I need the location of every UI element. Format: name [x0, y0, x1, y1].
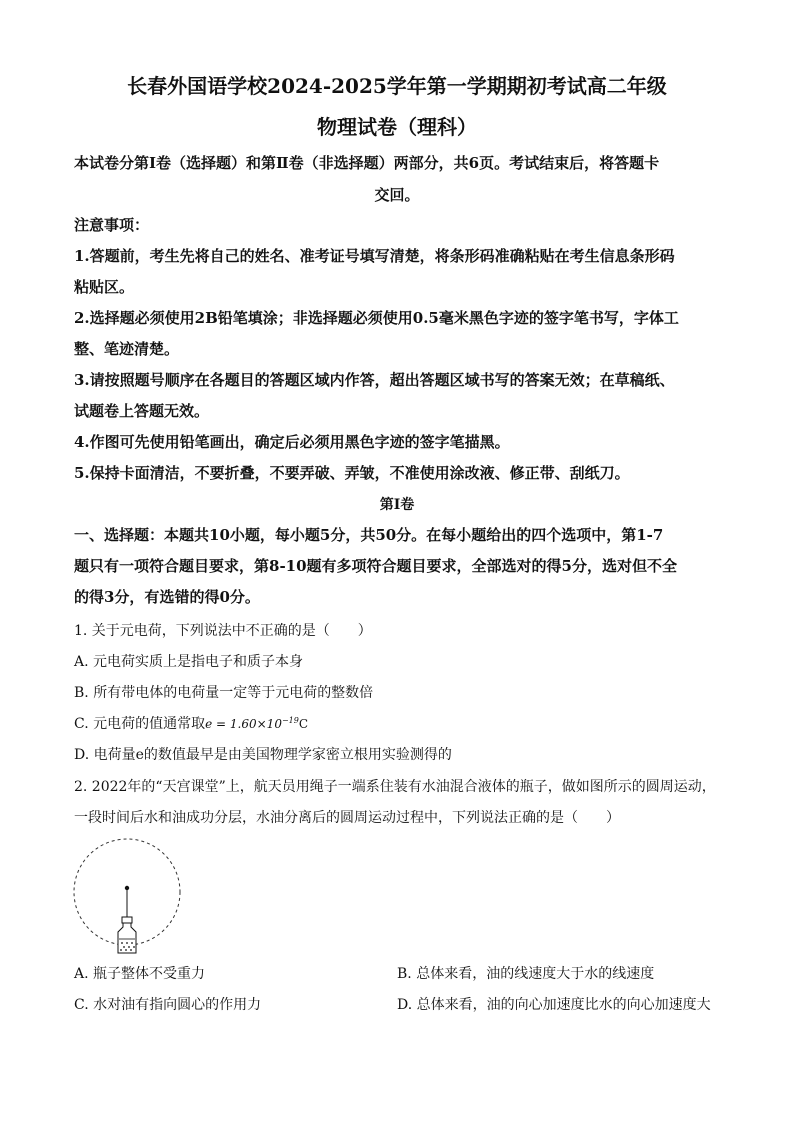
bottle-body: [118, 923, 136, 953]
section-instruction: 一、选择题：本题共10小题，每小题5分，共50分。在每小题给出的四个选项中，第1-7: [74, 526, 664, 544]
question-2-option-c: C. 水对油有指向圆心的作用力: [74, 997, 262, 1013]
option-c-text: C. 元电荷的值通常取: [74, 716, 206, 732]
note-line: 1.答题前，考生先将自己的姓名、准考证号填写清楚，将条形码准确粘贴在考生信息条形码: [74, 247, 675, 265]
notes-heading: 注意事项：: [74, 216, 150, 234]
note-line: 试题卷上答题无效。: [74, 402, 210, 420]
exam-subtitle: 物理试卷（理科）: [317, 115, 477, 139]
question-1-option-c: [74, 713, 308, 733]
note-line: 3.请按照题号顺序在各题目的答题区域内作答，超出答题区域书写的答案无效；在草稿纸、: [74, 371, 675, 389]
elementary-charge-formula: $e = 1.60\times 10^{-19}C$: [205, 716, 309, 731]
question-1-stem: 1. 关于元电荷，下列说法中不正确的是（ ）: [74, 623, 372, 639]
intro-line-1: 本试卷分第Ⅰ卷（选择题）和第Ⅱ卷（非选择题）两部分，共6页。考试结束后，将答题卡: [74, 154, 660, 172]
question-1-option-b: B. 所有带电体的电荷量一定等于元电荷的整数倍: [74, 685, 374, 701]
volume-title: 第Ⅰ卷: [379, 497, 415, 513]
question-2-option-a: A. 瓶子整体不受重力: [74, 966, 206, 982]
note-line: 整、笔迹清楚。: [74, 340, 180, 358]
note-line: 2.选择题必须使用2B铅笔填涂；非选择题必须使用0.5毫米黑色字迹的签字笔书写，字体工: [74, 309, 679, 327]
note-line: 粘贴区。: [74, 278, 135, 296]
bottle-cap: [122, 917, 132, 923]
question-1-option-d: D. 电荷量e的数值最早是由美国物理学家密立根用实验测得的: [74, 747, 452, 763]
question-2-option-b: B. 总体来看，油的线速度大于水的线速度: [397, 966, 655, 982]
question-2-option-d: D. 总体来看，油的向心加速度比水的向心加速度大: [397, 997, 711, 1013]
exam-title: 长春外国语学校2024-2025学年第一学期期初考试高二年级: [127, 74, 667, 98]
section-instruction: 题只有一项符合题目要求，第8-10题有多项符合题目要求，全部选对的得5分，选对但不全: [74, 557, 677, 575]
question-2-stem-line-2: 一段时间后水和油成功分层，水油分离后的圆周运动过程中，下列说法正确的是（ ）: [74, 810, 620, 826]
question-1-option-a: A. 元电荷实质上是指电子和质子本身: [74, 654, 304, 670]
bottle-circular-motion-figure: [72, 835, 184, 955]
intro-line-2: 交回。: [374, 186, 420, 204]
note-line: 5.保持卡面清洁，不要折叠，不要弄破、弄皱，不准使用涂改液、修正带、刮纸刀。: [74, 464, 630, 482]
note-line: 4.作图可先使用铅笔画出，确定后必须用黑色字迹的签字笔描黑。: [74, 433, 510, 451]
section-instruction: 的得3分，有选错的得0分。: [74, 588, 260, 606]
question-2-stem-line-1: 2. 2022年的“天宫课堂”上，航天员用绳子一端系住装有水油混合液体的瓶子，做如图所示的圆周运动，: [74, 779, 716, 795]
